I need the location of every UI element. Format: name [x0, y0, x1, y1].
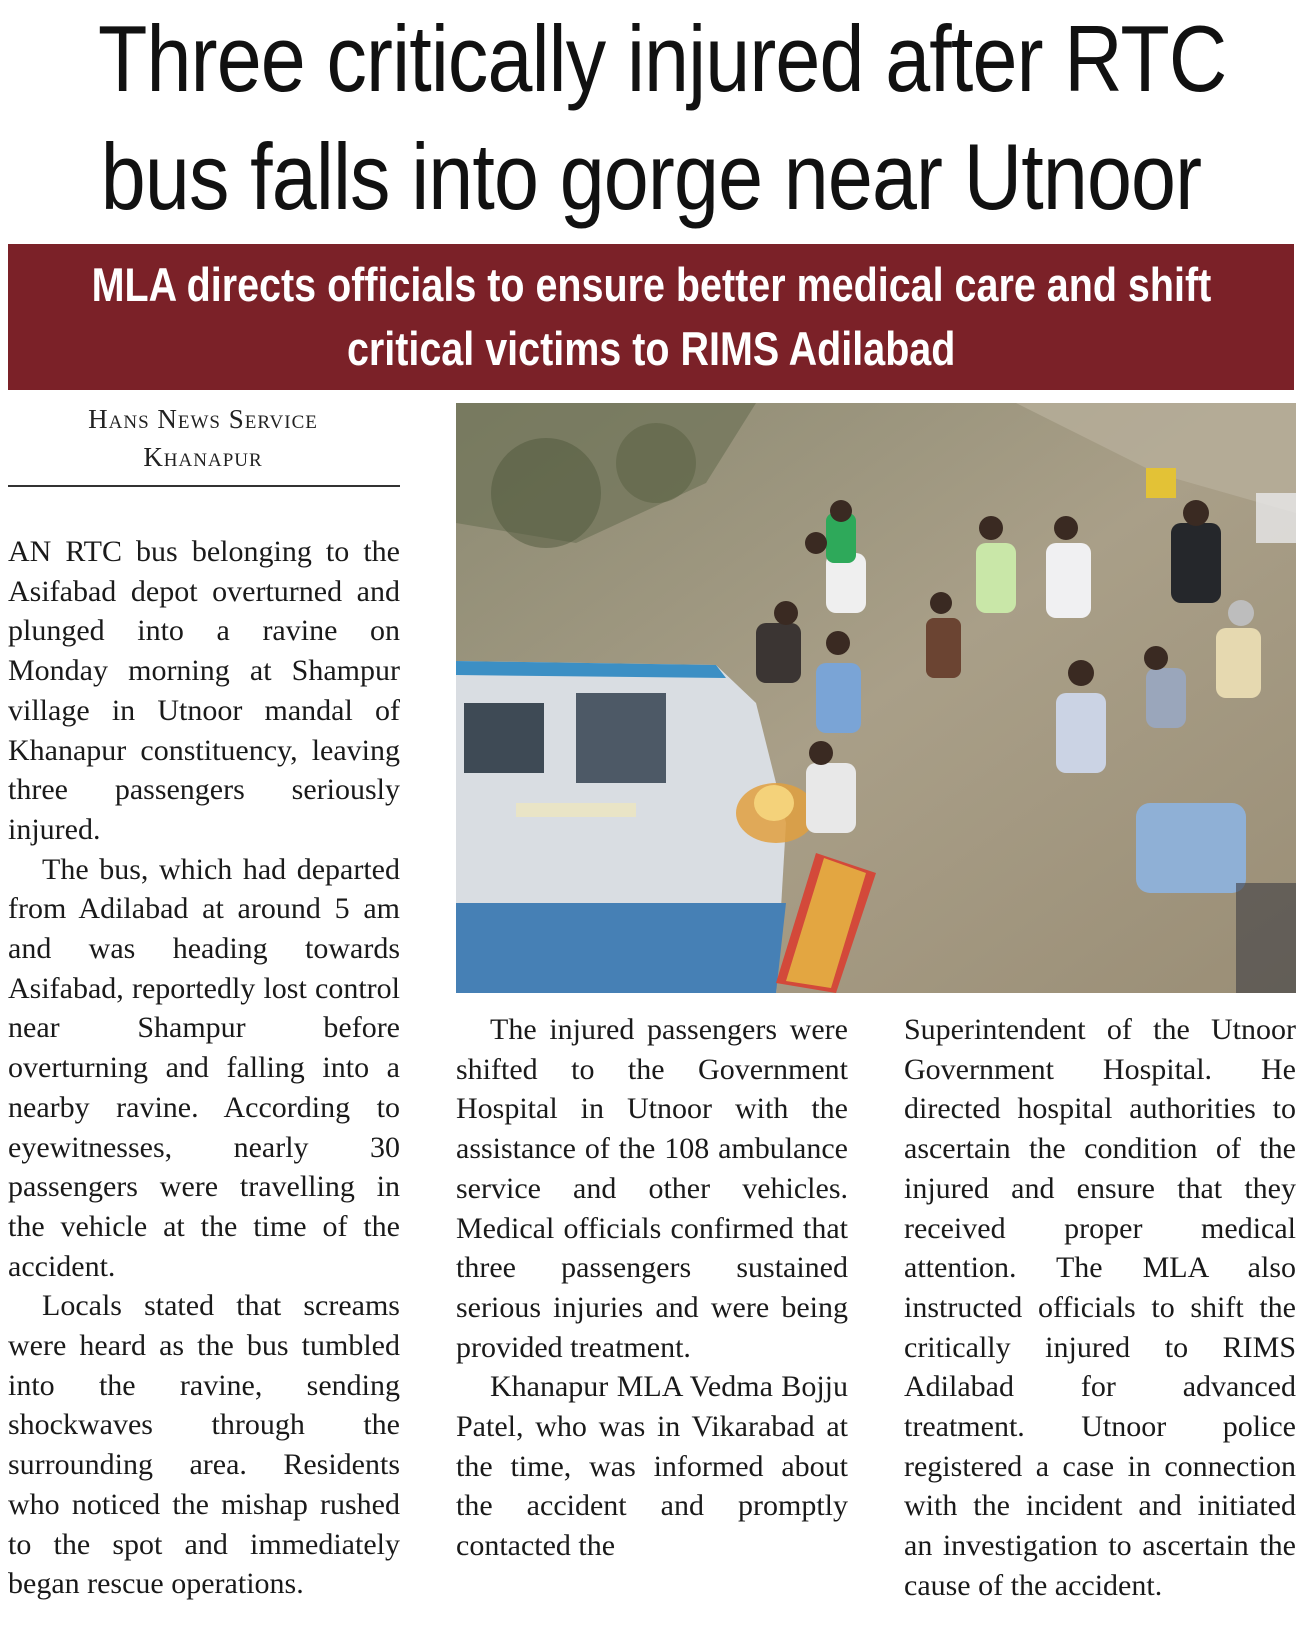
paragraph: The injured passengers were shifted to the Government Hospital in Utnoor with the assistance of the 108 ambulance service and other vehicles. Medical officials confirmed that three passengers sustained serious injuries and were being provided treatment. — [456, 1013, 848, 1364]
byline-location: Khanapur — [143, 442, 263, 472]
paragraph: Locals stated that screams were heard as the bus tumbled into the ravine, sending shockwaves through the surrounding area. Residents who noticed the mishap rushed to the spot and immediately began rescue operations. — [8, 1289, 400, 1601]
subheadline-line-2: critical victims to RIMS Adilabad — [346, 322, 956, 375]
headline-line-2: bus falls into gorge near Utnoor — [100, 124, 1202, 229]
paragraph: Superintendent of the Utnoor Government Hospital. He directed hospital authorities to ascertain the condition of the injured and ensure that they received proper medical attention. The MLA also instructed officials to shift the critically injured to RIMS Adilabad for advanced treatment. Utnoor police registered a case in connection with the incident and initiated an investigation to ascertain the cause of the accident. — [904, 1013, 1296, 1602]
subheadline-line-1: MLA directs officials to ensure better medical care and shift — [91, 258, 1211, 311]
article-column-3 — [904, 1010, 1296, 1606]
accident-scene-photo — [456, 403, 1296, 993]
subheadline-banner — [8, 244, 1294, 390]
byline — [8, 400, 398, 476]
byline-divider — [8, 485, 400, 487]
headline-line-1: Three critically injured after RTC — [98, 6, 1227, 111]
byline-agency: Hans News Service — [88, 404, 318, 434]
article-column-2 — [456, 1010, 848, 1566]
headline — [98, 0, 1227, 236]
paragraph: Khanapur MLA Vedma Bojju Patel, who was in Vikarabad at the time, was informed about the accident and promptly contacted the — [456, 1370, 848, 1563]
paragraph: The bus, which had departed from Adilabad at around 5 am and was heading towards Asifabad, reportedly lost control near Shampur before overturning and falling into a nearby ravine. According to eyewitnesses, nearly 30 passengers were travelling in the vehicle at the time of the accident. — [8, 852, 400, 1283]
article-column-1 — [8, 532, 400, 1604]
paragraph: AN RTC bus belonging to the Asifabad depot overturned and plunged into a ravine on Monday morning at Shampur village in Utnoor mandal of Khanapur constituency, leaving three passengers seriously injured. — [8, 535, 400, 846]
